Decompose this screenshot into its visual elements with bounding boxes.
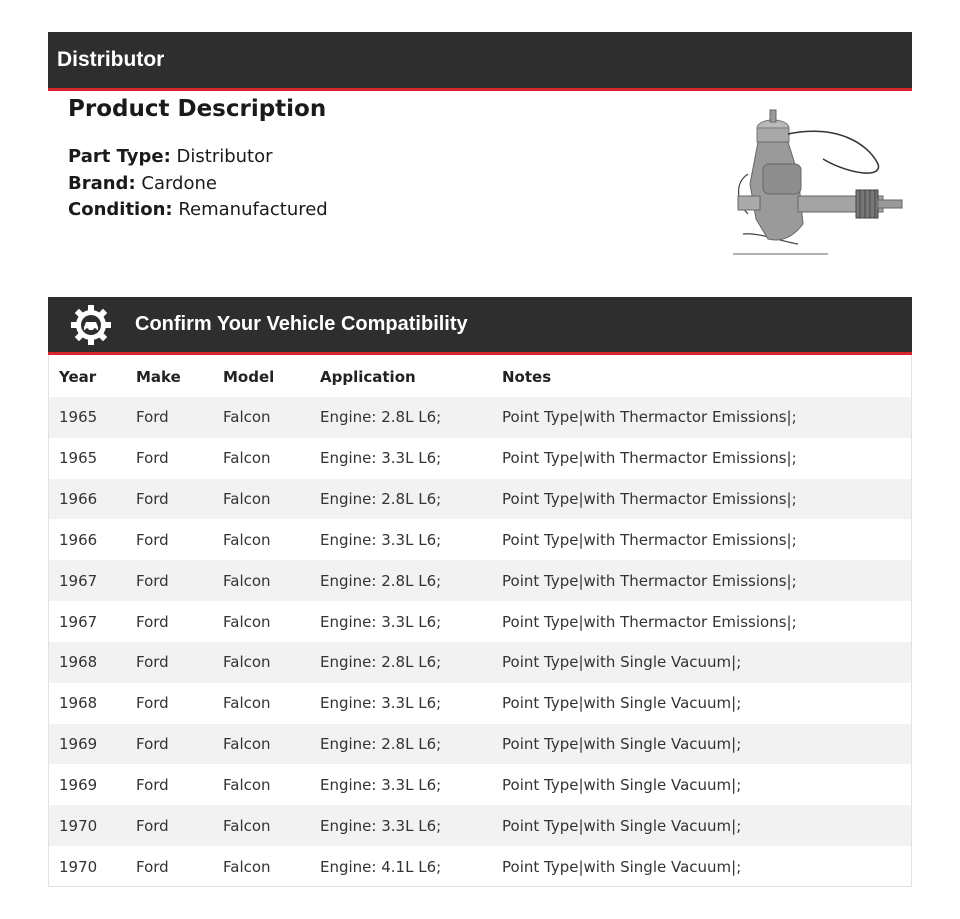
year-cell: 1967 [59,571,98,590]
compatibility-table-container [48,355,912,887]
notes-cell: Point Type|with Thermactor Emissions|; [502,408,797,427]
part-type-label: Part Type: [68,146,171,167]
year-cell: 1969 [59,735,98,754]
make-cell: Ford [136,490,169,509]
table-row [49,764,911,805]
application-cell: Engine: 2.8L L6; [320,653,442,672]
notes-cell: Point Type|with Thermactor Emissions|; [502,530,797,549]
notes-cell: Point Type|with Single Vacuum|; [502,694,742,713]
application-cell: Engine: 3.3L L6; [320,449,442,468]
notes-cell: Point Type|with Single Vacuum|; [502,775,742,794]
year-cell: 1965 [59,408,98,427]
application-cell: Engine: 3.3L L6; [320,816,442,835]
model-cell: Falcon [223,653,271,672]
table-body [49,397,911,887]
table-row [49,683,911,724]
notes-cell: Point Type|with Thermactor Emissions|; [502,490,797,509]
condition-row [68,197,328,224]
notes-cell: Point Type|with Single Vacuum|; [502,816,742,835]
year-cell: 1970 [59,816,98,835]
column-header-year: Year [59,368,97,386]
table-row [49,479,911,520]
make-cell: Ford [136,735,169,754]
column-header-make: Make [136,368,181,386]
distributor-product-image[interactable] [728,104,908,260]
make-cell: Ford [136,653,169,672]
application-cell: Engine: 3.3L L6; [320,530,442,549]
model-cell: Falcon [223,816,271,835]
make-cell: Ford [136,857,169,876]
notes-cell: Point Type|with Single Vacuum|; [502,735,742,754]
part-type-value: Distributor [176,146,273,167]
table-row [49,438,911,479]
application-cell: Engine: 4.1L L6; [320,857,442,876]
compatibility-title: Confirm Your Vehicle Compatibility [135,313,468,335]
year-cell: 1969 [59,775,98,794]
product-header-bar [48,32,912,91]
year-cell: 1966 [59,490,98,509]
model-cell: Falcon [223,571,271,590]
product-description [68,96,328,224]
notes-cell: Point Type|with Thermactor Emissions|; [502,449,797,468]
make-cell: Ford [136,408,169,427]
year-cell: 1968 [59,653,98,672]
make-cell: Ford [136,571,169,590]
table-row [49,724,911,765]
model-cell: Falcon [223,530,271,549]
model-cell: Falcon [223,735,271,754]
make-cell: Ford [136,612,169,631]
model-cell: Falcon [223,449,271,468]
table-row [49,601,911,642]
notes-cell: Point Type|with Single Vacuum|; [502,857,742,876]
column-header-notes: Notes [502,368,552,386]
application-cell: Engine: 3.3L L6; [320,775,442,794]
application-cell: Engine: 2.8L L6; [320,490,442,509]
column-header-application: Application [320,368,416,386]
make-cell: Ford [136,449,169,468]
notes-cell: Point Type|with Single Vacuum|; [502,653,742,672]
table-row [49,519,911,560]
table-header-row [49,355,911,397]
table-row [49,805,911,846]
brand-label: Brand: [68,172,136,194]
product-description-heading: Product Description [68,96,327,122]
year-cell: 1968 [59,694,98,713]
condition-label: Condition: [68,199,173,220]
make-cell: Ford [136,775,169,794]
year-cell: 1965 [59,449,98,468]
table-row [49,642,911,683]
application-cell: Engine: 2.8L L6; [320,408,442,427]
year-cell: 1967 [59,612,98,631]
notes-cell: Point Type|with Thermactor Emissions|; [502,571,797,590]
model-cell: Falcon [223,408,271,427]
gear-car-icon [69,303,113,347]
make-cell: Ford [136,694,169,713]
table-row [49,846,911,887]
condition-value: Remanufactured [178,199,328,220]
model-cell: Falcon [223,775,271,794]
make-cell: Ford [136,816,169,835]
compatibility-header-bar [48,297,912,355]
model-cell: Falcon [223,612,271,631]
year-cell: 1966 [59,530,98,549]
table-row [49,560,911,601]
brand-row [68,171,328,198]
column-header-model: Model [223,368,275,386]
make-cell: Ford [136,530,169,549]
application-cell: Engine: 3.3L L6; [320,612,442,631]
brand-value: Cardone [141,172,217,194]
model-cell: Falcon [223,857,271,876]
notes-cell: Point Type|with Thermactor Emissions|; [502,612,797,631]
compatibility-table [49,355,911,887]
model-cell: Falcon [223,490,271,509]
year-cell: 1970 [59,857,98,876]
model-cell: Falcon [223,694,271,713]
product-title: Distributor [57,48,165,71]
application-cell: Engine: 2.8L L6; [320,735,442,754]
application-cell: Engine: 2.8L L6; [320,571,442,590]
part-type-row [68,144,328,171]
table-row [49,397,911,438]
application-cell: Engine: 3.3L L6; [320,694,442,713]
